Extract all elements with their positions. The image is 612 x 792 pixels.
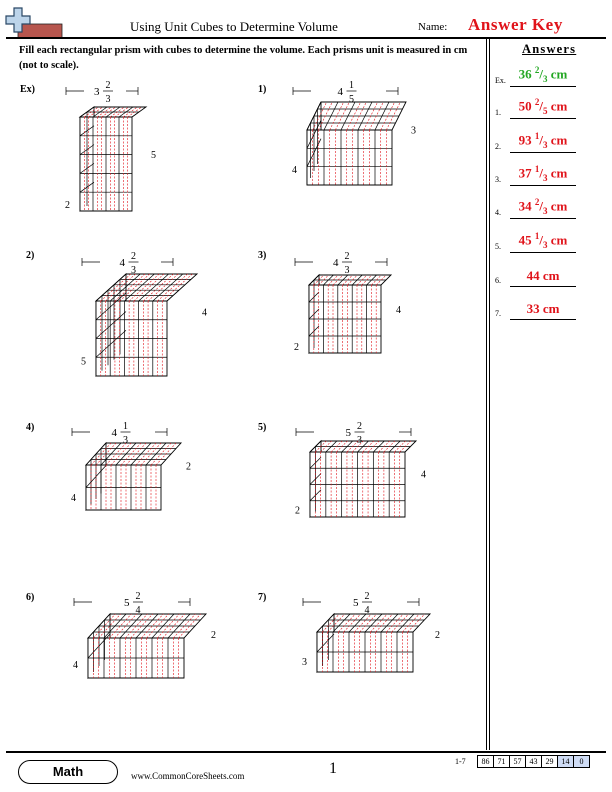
score-range-label: 1-7 [455, 757, 466, 766]
answer-row [488, 99, 588, 121]
prism-problem [258, 250, 401, 353]
depth-label: 4 [71, 493, 76, 504]
answer-value: 33 cm [526, 301, 560, 316]
width-numerator: 1 [123, 421, 128, 432]
score-cell: 43 [526, 756, 542, 768]
answer-line [510, 86, 576, 87]
answer-line [510, 152, 576, 153]
width-denominator: 3 [357, 435, 362, 446]
prism-problem [26, 421, 191, 510]
prism-problem [258, 421, 426, 517]
width-numerator: 2 [105, 80, 111, 91]
answer-value: 50 $^2/_5$ cm [518, 97, 568, 116]
answer-label: 7. [495, 309, 501, 318]
answer-row [488, 267, 588, 289]
name-label: Name: [418, 21, 448, 33]
problem-label: 2) [26, 250, 35, 261]
width-denominator: 5 [349, 94, 354, 105]
width-whole: 5 [345, 427, 351, 439]
width-denominator: 3 [123, 435, 128, 446]
prism-front-face [307, 130, 392, 185]
height-label: 2 [435, 630, 440, 641]
score-cell: 57 [510, 756, 526, 768]
problem-label: 4) [26, 422, 35, 433]
score-cell: 29 [542, 756, 558, 768]
answer-value: 36 $^2/_3$ cm [518, 65, 568, 84]
worksheet-title: Using Unit Cubes to Determine Volume [130, 19, 338, 34]
answer-label: 4. [495, 208, 501, 217]
height-label: 4 [396, 305, 401, 316]
problem-label: 5) [258, 422, 267, 433]
problem-label: Ex) [20, 84, 35, 95]
problem-label: 7) [258, 592, 267, 603]
subject-badge: Math [18, 760, 118, 784]
width-whole: 5 [124, 597, 130, 609]
width-whole: 4 [337, 86, 343, 98]
height-label: 5 [151, 150, 156, 161]
width-numerator: 2 [364, 591, 370, 602]
answer-row [488, 67, 588, 89]
width-denominator: 3 [105, 94, 111, 105]
answer-line [510, 286, 576, 287]
prism-problem [26, 250, 207, 376]
answer-value: 93 $^1/_3$ cm [518, 131, 568, 150]
width-whole: 4 [111, 427, 117, 439]
height-label: 2 [211, 630, 216, 641]
instructions: Fill each rectangular prism with cubes to determine the volume. Each prisms unit is measured in cm (not to scale). [19, 45, 468, 71]
width-denominator: 4 [364, 605, 370, 616]
answer-value: 44 cm [526, 268, 560, 283]
problem-label: 6) [26, 592, 35, 603]
answer-label: 5. [495, 242, 501, 251]
width-denominator: 3 [344, 265, 350, 276]
answer-row [488, 300, 588, 322]
problem-label: 3) [258, 250, 267, 261]
depth-label: 3 [302, 657, 307, 668]
depth-label: 4 [292, 165, 297, 176]
answer-value: 34 $^2/_3$ cm [518, 197, 568, 216]
width-numerator: 2 [135, 591, 141, 602]
score-cell: 14 [558, 756, 574, 768]
width-numerator: 2 [357, 421, 362, 432]
answer-value: 45 $^1/_3$ cm [518, 231, 568, 250]
height-label: 3 [411, 125, 416, 137]
answers-header: Answers [522, 42, 577, 56]
width-numerator: 2 [131, 251, 136, 262]
answer-line [510, 252, 576, 253]
width-whole: 5 [353, 597, 359, 609]
answer-label: 2. [495, 142, 501, 151]
width-numerator: 1 [349, 80, 354, 91]
answer-row [488, 133, 588, 155]
answer-row [488, 166, 588, 188]
height-label: 4 [421, 469, 426, 481]
answer-label: 6. [495, 276, 501, 285]
score-cell: 71 [494, 756, 510, 768]
footer-rule [6, 751, 606, 753]
width-whole: 4 [119, 257, 125, 269]
depth-label: 5 [81, 356, 86, 368]
width-denominator: 4 [135, 605, 141, 616]
width-denominator: 3 [131, 265, 136, 276]
score-cell: 0 [574, 756, 590, 768]
problem-label: 1) [258, 84, 267, 95]
answer-label: 3. [495, 175, 501, 184]
answer-label: 1. [495, 108, 501, 117]
answer-key-title: Answer Key [468, 15, 563, 34]
score-table [477, 755, 590, 768]
prism-problem [26, 591, 216, 678]
answer-row [488, 233, 588, 255]
prism-problem [258, 591, 440, 672]
answer-line [510, 118, 576, 119]
width-numerator: 2 [344, 251, 350, 262]
score-cell: 86 [478, 756, 494, 768]
prism-problem [20, 80, 156, 211]
answer-line [510, 218, 576, 219]
answer-label: Ex. [495, 76, 506, 85]
answer-value: 37 $^1/_3$ cm [518, 164, 568, 183]
page-number: 1 [329, 760, 337, 777]
height-label: 2 [186, 461, 191, 473]
depth-label: 2 [295, 505, 300, 517]
prism-problem [258, 80, 416, 185]
width-whole: 4 [333, 257, 339, 269]
footer-url: www.CommonCoreSheets.com [131, 771, 245, 781]
depth-label: 2 [65, 200, 70, 211]
depth-label: 4 [73, 660, 78, 671]
answer-line [510, 319, 576, 320]
height-label: 4 [202, 307, 207, 319]
depth-label: 2 [294, 342, 299, 353]
answer-line [510, 185, 576, 186]
answer-column-divider [486, 37, 487, 750]
answer-row [488, 199, 588, 221]
width-whole: 3 [94, 86, 100, 98]
